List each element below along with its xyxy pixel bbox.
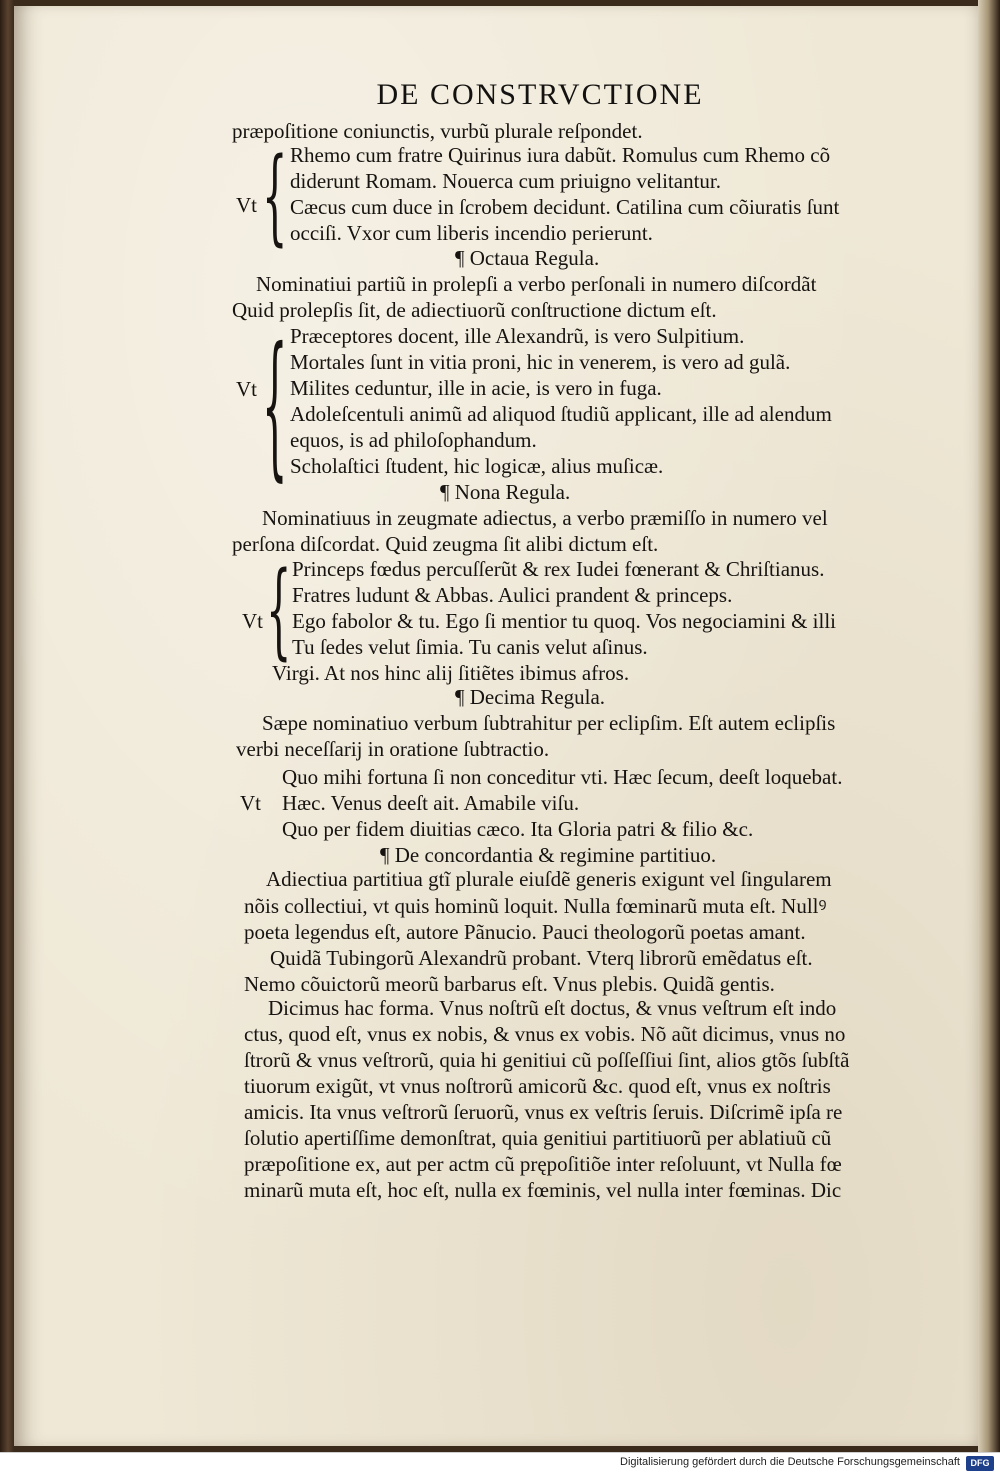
text-line: nõis collectiui, vt quis hominũ loquit. Nulla fœminarũ muta eſt. Nullꝰ <box>244 894 827 918</box>
footer-bar <box>0 1452 1000 1475</box>
text-line: perſona diſcordat. Quid zeugma ſit alibi dictum eſt. <box>232 532 659 556</box>
text-line: præpoſitione coniunctis, vurbũ plurale reſpondet. <box>232 119 643 143</box>
section-heading: ¶ Decima Regula. <box>455 685 606 709</box>
text-line: diderunt Romam. Nouerca cum priuigno velitantur. <box>290 169 721 193</box>
brace: { <box>262 138 288 258</box>
section-heading: ¶ Octaua Regula. <box>455 246 600 270</box>
text-line: præpoſitione ex, aut per actm cũ prępoſitiõe inter reſoluunt, vt Nulla fœ <box>244 1152 842 1176</box>
text-line: ctus, quod eſt, vnus ex nobis, & vnus ex vobis. Nõ aũt dicimus, vnus no <box>244 1022 846 1046</box>
text-line: Rhemo cum fratre Quirinus iura dabũt. Romulus cum Rhemo cõ <box>290 143 831 167</box>
marginal-ut: Vt <box>236 377 257 401</box>
text-line: Quo per fidem diuitias cæco. Ita Gloria patri & filio &c. <box>282 817 754 841</box>
text-line: Tu ſedes velut ſimia. Tu canis velut aſinus. <box>292 635 648 659</box>
brace: { <box>266 552 292 672</box>
text-line: Dicimus hac forma. Vnus noſtrũ eſt doctus, & vnus veſtrum eſt indo <box>268 996 837 1020</box>
text-line: Quid prolepſis ſit, de adiectiuorũ conſtructione dictum eſt. <box>232 298 717 322</box>
text-line: ſolutio apertiſſime demonſtrat, quia genitiui partitiuorũ per ablatiuũ cũ <box>244 1126 832 1150</box>
running-title: DE CONSTRVCTIONE <box>376 78 704 111</box>
text-line: Nemo cõuictorũ meorũ barbarus eſt. Vnus plebis. Quidã gentis. <box>244 972 775 996</box>
section-heading: ¶ Nona Regula. <box>440 480 571 504</box>
text-line: Milites ceduntur, ille in acie, is vero in fuga. <box>290 376 662 400</box>
text-line: minarũ muta eſt, hoc eſt, nulla ex fœminis, vel nulla inter fœminas. Dic <box>244 1178 842 1202</box>
marginal-ut: Vt <box>242 609 263 633</box>
marginal-ut: Vt <box>240 791 261 815</box>
text-line: Cæcus cum duce in ſcrobem decidunt. Catilina cum cõiuratis ſunt <box>290 195 840 219</box>
text-line: Adoleſcentuli animũ ad aliquod ſtudiũ applicant, ille ad alendum <box>290 402 832 426</box>
brace: { <box>262 318 288 498</box>
text-line: poeta legendus eſt, autore Pãnucio. Pauci theologorũ poetas amant. <box>244 920 806 944</box>
text-line: verbi neceſſarij in oratione ſubtractio. <box>236 737 550 761</box>
text-line: Quidã Tubingorũ Alexandrũ probant. Vterq librorũ emẽdatus eſt. <box>270 946 813 970</box>
text-line: equos, is ad philoſophandum. <box>290 428 537 452</box>
section-heading: ¶ De concordantia & regimine partitiuo. <box>380 843 717 867</box>
text-line: Princeps fœdus percuſſerũt & rex Iudei fœnerant & Chriſtianus. <box>292 557 825 581</box>
text-line: Nominatiui partiũ in prolepſi a verbo perſonali in numero diſcordãt <box>256 272 817 296</box>
text-line: Fratres ludunt & Abbas. Aulici prandent & princeps. <box>292 583 733 607</box>
text-line: Virgi. At nos hinc alij ſitiẽtes ibimus afros. <box>272 661 630 685</box>
text-line: occiſi. Vxor cum liberis incendio perierunt. <box>290 221 653 245</box>
text-line: ſtrorũ & vnus veſtrorũ, quia hi genitiui cũ poſſeſſiui ſint, alios gtõs ſubſtã <box>244 1048 850 1072</box>
text-line: Præceptores docent, ille Alexandrũ, is vero Sulpitium. <box>290 324 745 348</box>
text-line: amicis. Ita vnus veſtrorũ ſeruorũ, vnus ex veſtris ſeruis. Diſcrimẽ ipſa re <box>244 1100 843 1124</box>
text-line: Scholaſtici ſtudent, hic logicæ, alius muſicæ. <box>290 454 664 478</box>
text-line: Ego fabolor & tu. Ego ſi mentior tu quoq. Vos negociamini & illi <box>292 609 837 633</box>
text-line: Hæc. Venus deeſt ait. Amabile viſu. <box>282 791 580 815</box>
text-line: Mortales ſunt in vitia proni, hic in venerem, is vero ad gulã. <box>290 350 791 374</box>
dfg-logo[interactable]: DFG <box>966 1456 994 1471</box>
marginal-ut: Vt <box>236 193 257 217</box>
funding-notice: Digitalisierung gefördert durch die Deutsche Forschungsgemeinschaft <box>620 1456 960 1468</box>
text-line: Quo mihi fortuna ſi non conceditur vti. Hæc ſecum, deeſt loquebat. <box>282 765 843 789</box>
text-line: Adiectiua partitiua gtĩ plurale eiuſdẽ generis exigunt vel ſingularem <box>266 867 832 891</box>
text-line: tiuorum exigũt, vt vnus noſtrorũ amicorũ &c. quod eſt, vnus ex noſtris <box>244 1074 831 1098</box>
text-line: Sæpe nominatiuo verbum ſubtrahitur per eclipſim. Eſt autem eclipſis <box>262 711 836 735</box>
text-line: Nominatiuus in zeugmate adiectus, a verbo præmiſſo in numero vel <box>262 506 828 530</box>
